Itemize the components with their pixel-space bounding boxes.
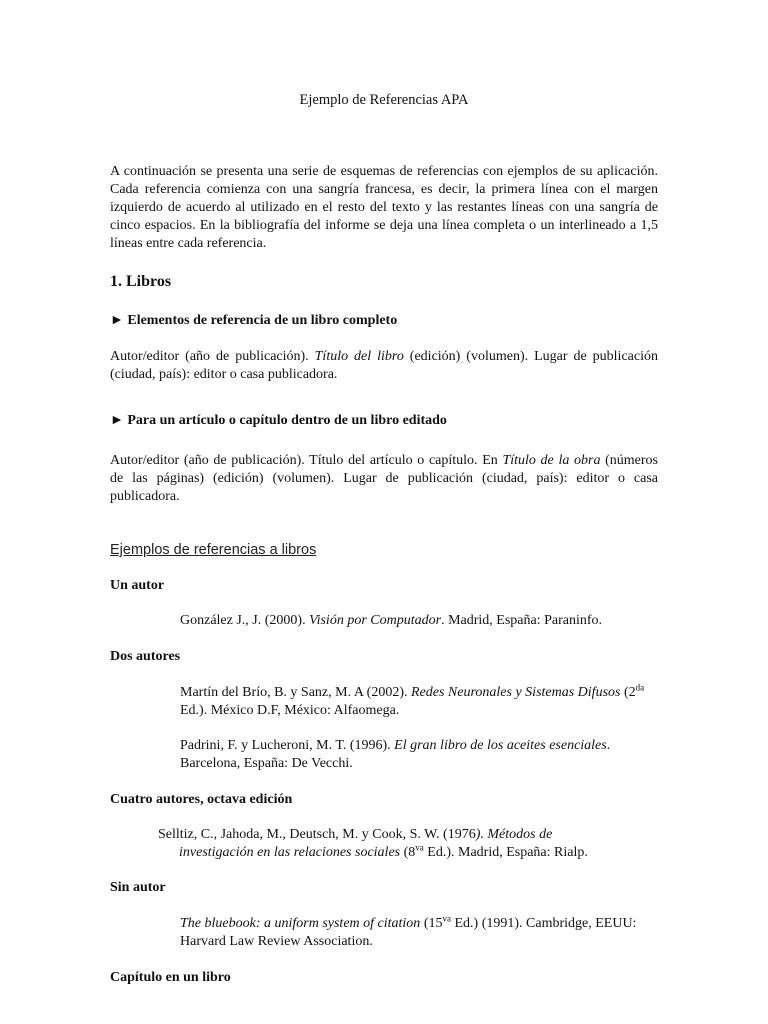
ref-superscript: da	[635, 682, 645, 693]
ref-superscript: va	[415, 842, 424, 853]
ref-text: Ed.) (1991). Cambridge, EEUU: Harvard Law Review Association.	[180, 916, 637, 949]
ref-text: Martín del Brío, B. y Sanz, M. A (2002).	[180, 685, 411, 700]
scheme-text: Autor/editor (año de publicación). Título del artículo o capítulo. En	[110, 453, 503, 468]
reference-martin	[180, 684, 660, 720]
section-heading-libros: 1. Libros	[110, 273, 172, 290]
page-title: Ejemplo de Referencias APA	[299, 92, 469, 108]
ref-title: El gran libro de los aceites esenciales	[394, 738, 607, 753]
ref-title: ). Métodos de	[475, 827, 553, 842]
label-cuatro-autores: Cuatro autores, octava edición	[110, 792, 293, 807]
label-dos-autores: Dos autores	[110, 649, 181, 664]
label-capitulo-en-libro: Capítulo en un libro	[110, 970, 231, 985]
ref-text: González J., J. (2000).	[180, 613, 310, 628]
ref-text: (8	[400, 845, 416, 860]
scheme-italic: Título del libro	[314, 349, 404, 364]
subheading-libro-completo: ► Elementos de referencia de un libro completo	[110, 313, 398, 328]
label-un-autor: Un autor	[110, 578, 165, 593]
label-sin-autor: Sin autor	[110, 880, 166, 895]
scheme-text: Autor/editor (año de publicación).	[110, 349, 315, 364]
scheme-text: (números de las páginas) (edición) (volumen). Lugar de publicación (ciudad, país): editor o casa publicadora.	[110, 453, 658, 504]
ref-text: (2	[620, 685, 636, 700]
ref-title: Redes Neuronales y Sistemas Difusos	[411, 685, 621, 700]
ref-title: Visión por Computador	[309, 613, 442, 628]
ref-text: Selltiz, C., Jahoda, M., Deutsch, M. y Cook, S. W. (1976	[158, 827, 476, 842]
reference-selltiz	[158, 826, 658, 862]
ref-continuation-line	[158, 844, 658, 862]
capitulo-scheme	[110, 452, 658, 506]
ref-text: Ed.). México D.F, México: Alfaomega.	[180, 703, 400, 718]
ref-text: . Barcelona, España: De Vecchi.	[180, 738, 611, 771]
ref-superscript: va	[442, 913, 451, 924]
scheme-text: (edición) (volumen). Lugar de publicación (ciudad, país): editor o casa publicadora.	[110, 349, 658, 382]
scheme-italic: Título de la obra	[502, 453, 601, 468]
ref-text: (15	[420, 916, 443, 931]
intro-paragraph: A continuación se presenta una serie de esquemas de referencias con ejemplos de su aplicación. Cada referencia comienza con una sangría francesa, es decir, la primera línea con el margen izquierdo de acuerdo al utilizado en el resto del texto y las restantes líneas con una sangría de cinco espacios. En la bibliografía del informe se deja una línea completa o un interlineado a 1,5 líneas entre cada referencia.	[110, 164, 658, 251]
ref-first-line	[158, 826, 658, 844]
ref-text: . Madrid, España: Paraninfo.	[441, 613, 603, 628]
reference-gonzalez	[180, 612, 660, 630]
ref-title: investigación en las relaciones sociales	[179, 845, 401, 860]
libro-completo-scheme	[110, 348, 658, 384]
reference-padrini	[180, 737, 660, 773]
ref-title: The bluebook: a uniform system of citation	[180, 916, 421, 931]
reference-bluebook	[180, 915, 660, 951]
subheading-capitulo: ► Para un artículo o capítulo dentro de un libro editado	[110, 413, 447, 428]
ref-text: Ed.). Madrid, España: Rialp.	[423, 845, 588, 860]
ref-text: Padrini, F. y Lucheroni, M. T. (1996).	[180, 738, 395, 753]
examples-heading: Ejemplos de referencias a libros	[110, 542, 317, 558]
